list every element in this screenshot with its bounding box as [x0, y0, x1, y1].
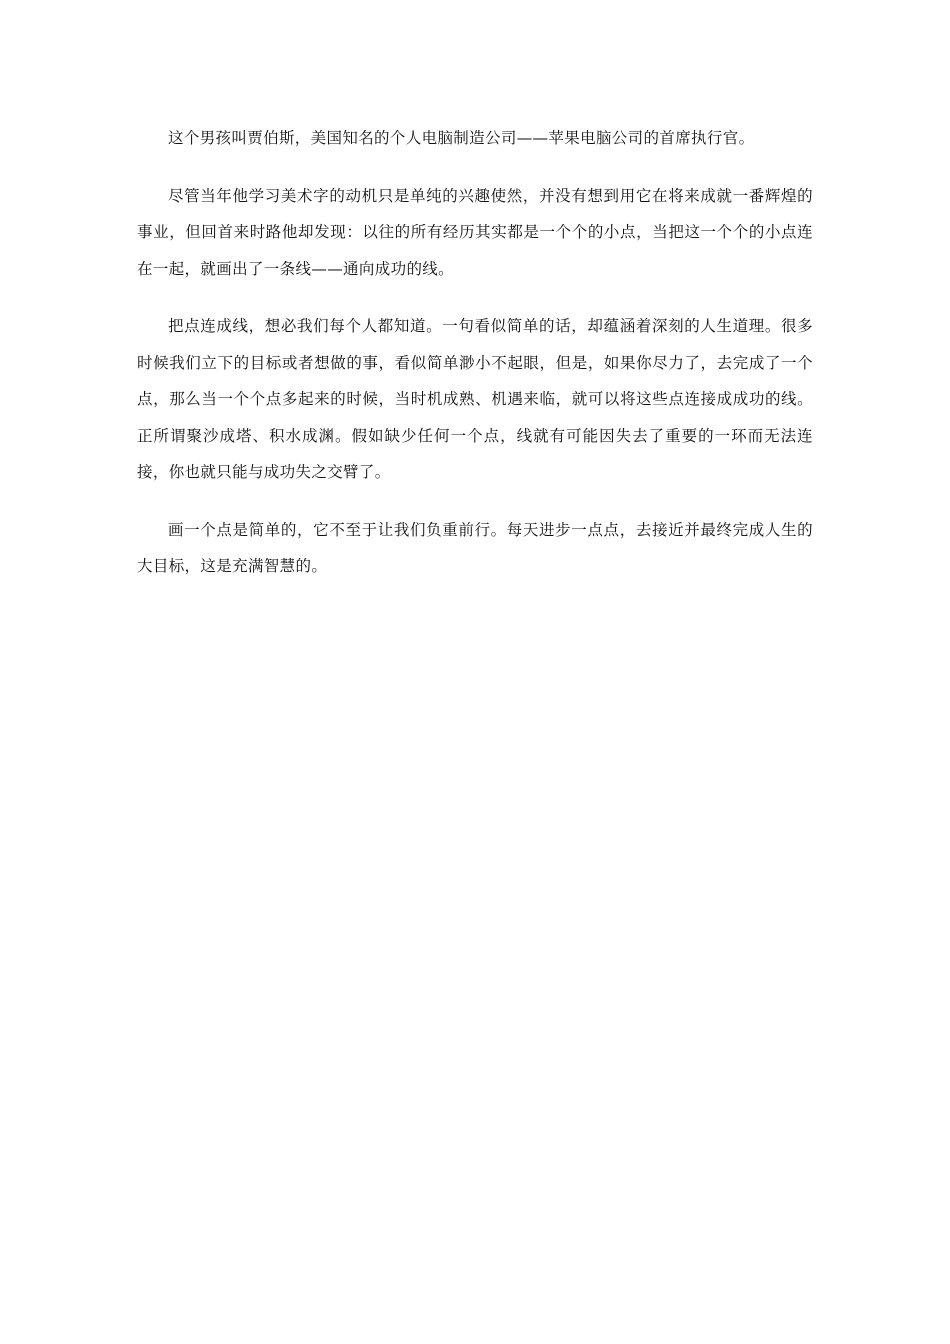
paragraph-4: 画一个点是简单的，它不至于让我们负重前行。每天进步一点点，去接近并最终完成人生的大目标，这是充满智慧的。	[137, 520, 813, 575]
document-body	[137, 120, 813, 606]
paragraph-2: 尽管当年他学习美术字的动机只是单纯的兴趣使然，并没有想到用它在将来成就一番辉煌的事业，但回首来时路他却发现：以往的所有经历其实都是一个个的小点，当把这一个个的小点连在一起，就画出了一条线——通向成功的线。	[137, 186, 813, 278]
paragraph-3: 把点连成线，想必我们每个人都知道。一句看似简单的话，却蕴涵着深刻的人生道理。很多时候我们立下的目标或者想做的事，看似简单渺小不起眼，但是，如果你尽力了，去完成了一个点，那么当一个个点多起来的时候，当时机成熟、机遇来临，就可以将这些点连接成成功的线。正所谓聚沙成塔、积水成渊。假如缺少任何一个点，线就有可能因失去了重要的一环而无法连接，你也就只能与成功失之交臂了。	[137, 317, 813, 481]
paragraph-1: 这个男孩叫贾伯斯，美国知名的个人电脑制造公司——苹果电脑公司的首席执行官。	[168, 129, 755, 147]
